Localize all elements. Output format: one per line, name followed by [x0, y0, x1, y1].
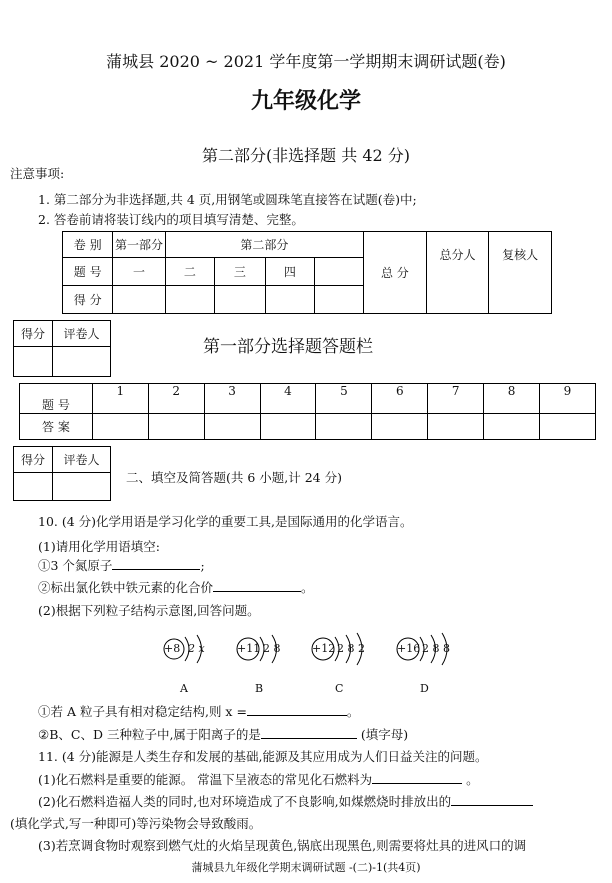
punctuation: 。 — [346, 704, 360, 719]
score-box-grader-label: 评卷人 — [53, 321, 111, 347]
answer-cell-4[interactable] — [260, 414, 316, 440]
score-box-grader-field[interactable] — [53, 347, 111, 377]
score-box-grader-label: 评卷人 — [53, 447, 111, 473]
col-question-1: 一 — [113, 258, 165, 286]
row-label-paper: 卷 别 — [63, 232, 113, 258]
q11-stem: 11. (4 分)能源是人类生存和发展的基础,能源及其应用成为人们日益关注的问题。 — [38, 749, 488, 764]
particle-label-d: D — [420, 682, 429, 695]
particle-label-b: B — [255, 682, 264, 695]
score-box-2 — [13, 446, 111, 501]
score-table — [62, 231, 552, 314]
answer-number-5: 5 — [316, 384, 372, 414]
answer-blank[interactable] — [451, 805, 533, 806]
answer-table — [19, 383, 596, 440]
shell-electrons-c: 2 8 2 — [337, 642, 365, 655]
empty-cell — [315, 258, 364, 286]
atom-diagram-d — [396, 633, 466, 695]
answer-number-3: 3 — [204, 384, 260, 414]
atom-diagram-b — [236, 633, 296, 695]
answer-cell-3[interactable] — [204, 414, 260, 440]
header-part-two: 第二部分 — [165, 232, 363, 258]
nucleus-charge-b: +11 — [237, 642, 261, 655]
section1-title: 第一部分选择题答题栏 — [203, 337, 373, 357]
answer-number-2: 2 — [148, 384, 204, 414]
score-cell-3[interactable] — [215, 286, 265, 314]
shell-electrons-d: 2 8 8 — [422, 642, 450, 655]
answer-blank[interactable] — [261, 738, 357, 739]
q11-part2-continued: (填化学式,写一种即可)等污染物会导致酸雨。 — [10, 816, 262, 831]
shell-electrons-b: 2 8 — [263, 642, 281, 655]
q10-part1-a — [38, 558, 205, 574]
notice-label: 注意事项: — [10, 166, 65, 181]
score-cell-4[interactable] — [265, 286, 315, 314]
exam-title: 蒲城县 2020 ~ 2021 学年度第一学期期末调研试题(卷) — [106, 52, 506, 71]
score-box-1 — [13, 320, 111, 377]
answer-table-answer-label: 答 案 — [20, 414, 93, 440]
nucleus-charge-d: +16 — [397, 642, 421, 655]
q10-part2: (2)根据下列粒子结构示意图,回答问题。 — [38, 603, 260, 618]
answer-number-6: 6 — [372, 384, 428, 414]
q10-part2-a-text: ①若 A 粒子具有相对稳定结构,则 x = — [38, 704, 247, 719]
answer-cell-9[interactable] — [540, 414, 596, 440]
answer-cell-1[interactable] — [92, 414, 148, 440]
particle-label-a: A — [180, 682, 188, 695]
nucleus-charge-a: +8 — [164, 642, 181, 655]
hint-text: (填字母) — [360, 727, 409, 742]
q11-part2 — [38, 794, 533, 810]
punctuation: ; — [200, 558, 205, 573]
score-cell-1[interactable] — [113, 286, 165, 314]
row-label-question: 题 号 — [63, 258, 113, 286]
score-box-score-field[interactable] — [14, 347, 53, 377]
section2-title: 二、填空及简答题(共 6 小题,计 24 分) — [126, 470, 342, 485]
answer-table-question-label: 题 号 — [20, 384, 93, 414]
punctuation: 。 — [301, 580, 314, 595]
score-cell-2[interactable] — [165, 286, 215, 314]
col-question-4: 四 — [265, 258, 315, 286]
header-part-one: 第一部分 — [113, 232, 165, 258]
nucleus-charge-c: +12 — [312, 642, 336, 655]
q11-part2-text: (2)化石燃料造福人类的同时,也对环境造成了不良影响,如煤燃烧时排放出的 — [38, 794, 452, 809]
answer-cell-8[interactable] — [484, 414, 540, 440]
answer-number-4: 4 — [260, 384, 316, 414]
answer-number-7: 7 — [428, 384, 484, 414]
header-total-scorer: 总分人 — [426, 232, 489, 314]
q10-part1: (1)请用化学用语填空: — [38, 539, 160, 554]
subject-title: 九年级化学 — [250, 88, 361, 114]
score-box-score-field[interactable] — [14, 473, 53, 501]
answer-number-9: 9 — [540, 384, 596, 414]
q10-stem: 10. (4 分)化学用语是学习化学的重要工具,是国际通用的化学语言。 — [38, 514, 413, 529]
particle-label-c: C — [335, 682, 344, 695]
punctuation: 。 — [466, 772, 479, 787]
answer-cell-5[interactable] — [316, 414, 372, 440]
header-total: 总 分 — [364, 232, 427, 314]
col-question-3: 三 — [215, 258, 265, 286]
row-label-score: 得 分 — [63, 286, 113, 314]
shell-electrons-a: 2 x — [188, 642, 205, 655]
q10-part1-a-text: ①3 个氮原子 — [38, 558, 113, 573]
answer-blank[interactable] — [213, 591, 301, 592]
score-box-score-label: 得分 — [14, 447, 53, 473]
q11-part1-text: (1)化石燃料是重要的能源。 常温下呈液态的常见化石燃料为 — [38, 772, 373, 787]
page-footer: 蒲城县九年级化学期末调研试题 -(二)-1(共4页) — [191, 861, 421, 874]
atom-diagram-a — [163, 633, 223, 695]
notice-item-1: 1. 第二部分为非选择题,共 4 页,用钢笔或圆珠笔直接答在试题(卷)中; — [38, 192, 417, 207]
answer-number-8: 8 — [484, 384, 540, 414]
answer-cell-7[interactable] — [428, 414, 484, 440]
q10-part2-b-text: ②B、C、D 三种粒子中,属于阳离子的是 — [38, 727, 261, 742]
score-box-grader-field[interactable] — [53, 473, 111, 501]
part-title: 第二部分(非选择题 共 42 分) — [201, 146, 411, 165]
score-cell-5[interactable] — [315, 286, 364, 314]
answer-blank[interactable] — [372, 783, 462, 784]
q10-part2-b — [38, 727, 408, 743]
answer-cell-6[interactable] — [372, 414, 428, 440]
q10-part1-b-text: ②标出氯化铁中铁元素的化合价 — [38, 580, 214, 595]
answer-blank[interactable] — [112, 569, 200, 570]
notice-item-2: 2. 答卷前请将装订线内的项目填写清楚、完整。 — [38, 212, 304, 227]
atom-diagram-c — [311, 633, 381, 695]
answer-cell-2[interactable] — [148, 414, 204, 440]
q10-part1-b — [38, 580, 314, 596]
q11-part1 — [38, 772, 479, 788]
score-box-score-label: 得分 — [14, 321, 53, 347]
answer-blank[interactable] — [247, 715, 347, 716]
q11-part3: (3)若烹调食物时观察到燃气灶的火焰呈现黄色,锅底出现黑色,则需要将灶具的进风口的调 — [38, 838, 527, 853]
q10-part2-a — [38, 704, 359, 720]
header-reviewer: 复核人 — [489, 232, 552, 314]
col-question-2: 二 — [165, 258, 215, 286]
answer-number-1: 1 — [92, 384, 148, 414]
